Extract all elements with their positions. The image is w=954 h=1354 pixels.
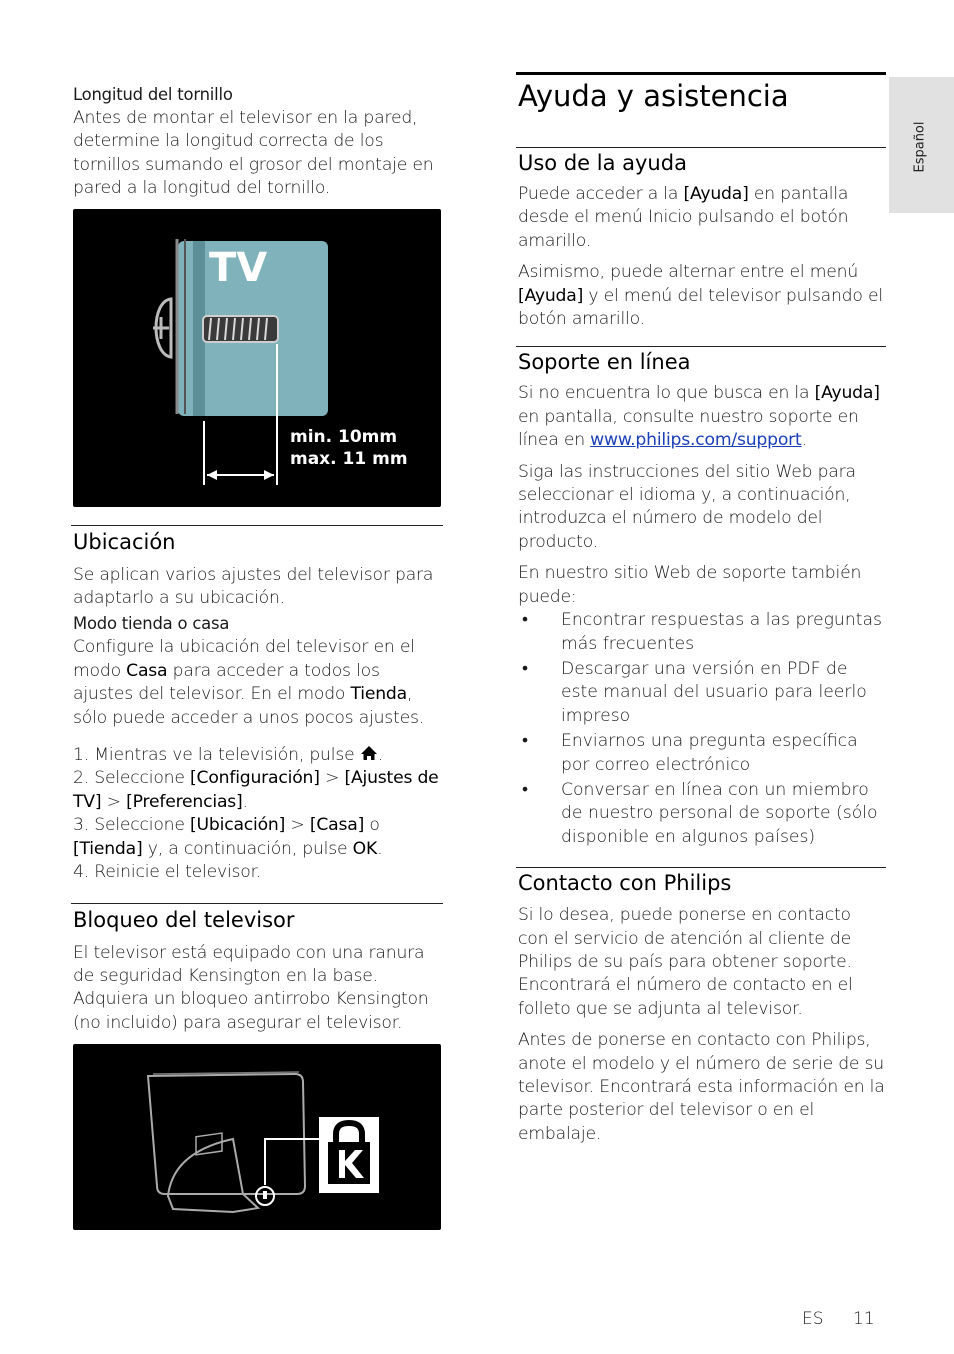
list-item: • Conversar en línea con un miembro de nuestro personal de soporte (sólo disponible en algunos países) [522, 779, 878, 847]
contact-heading: Contacto con Philips [518, 871, 732, 896]
page-number: 11 [853, 1309, 875, 1329]
footer-language: ES [802, 1309, 824, 1329]
list-item: • Descargar una versión en PDF de este manual del usuario para leerlo impreso [522, 658, 867, 726]
contact-text-1: Si lo desea, puede ponerse en contacto con el servicio de atención al cliente de Philips de su país para obtener soporte. Encontrará el número de contacto en el folleto que se adjunta al televisor. [518, 905, 853, 1019]
screw-length-text: Antes de montar el televisor en la pared, determine la longitud correcta de los tornillos sumando el grosor del montaje en pared a la longitud del tornillo. [73, 108, 434, 199]
tv-label: TV [209, 244, 268, 291]
page-title: Ayuda y asistencia [518, 79, 789, 113]
step-2: 2. Seleccione [Configuración] > [Ajustes de TV] > [Preferencias]. [73, 768, 439, 812]
tv-stand-outline [168, 1139, 258, 1212]
section-divider [516, 147, 886, 148]
store-home-text: Configure la ubicación del televisor en el modo Casa para acceder a todos los ajustes del televisor. En el modo Tienda, sólo puede acceder a unos pocos ajustes. [73, 637, 424, 728]
section-divider [71, 525, 443, 526]
language-tab-label: Español [912, 121, 928, 173]
section-divider [516, 346, 886, 347]
screw-length-heading: Longitud del tornillo [73, 85, 233, 104]
step-4: 4. Reinicie el televisor. [73, 862, 262, 883]
language-tab [889, 77, 954, 213]
screw-diagram [73, 209, 441, 507]
support-link[interactable]: www.philips.com/support [590, 430, 802, 451]
step-3: 3. Seleccione [Ubicación] > [Casa] o [Tienda] y, a continuación, pulse OK. [73, 815, 383, 859]
list-item: • Encontrar respuestas a las preguntas más frecuentes [522, 610, 882, 654]
pointer-line [265, 1139, 319, 1185]
left-column [73, 84, 443, 1230]
online-support-text-3: En nuestro sitio Web de soporte también puede: [518, 563, 862, 607]
max-length-label: max. 11 mm [290, 448, 408, 469]
screw-figure [73, 209, 441, 507]
right-column [516, 72, 886, 1146]
help-text-2: Asimismo, puede alternar entre el menú [Ayuda] y el menú del televisor pulsando el botón amarillo. [518, 262, 883, 330]
location-heading: Ubicación [73, 529, 176, 554]
title-rule [516, 72, 886, 75]
location-intro: Se aplican varios ajustes del televisor para adaptarlo a su ubicación. [73, 564, 434, 609]
online-support-text-1: Si no encuentra lo que busca en la [Ayuda] en pantalla, consulte nuestro soporte en línea en www.philips.com/support. [518, 383, 880, 451]
lock-text: El televisor está equipado con una ranura de seguridad Kensington en la base. Adquiera un bloqueo antirrobo Kensington (no incluido) para asegurar el televisor. [73, 942, 429, 1033]
contact-text-2: Antes de ponerse en contacto con Philips, anote el modelo y el número de serie de su televisor. Encontrará esta información en la parte posterior del televisor o en el embalaje. [518, 1030, 885, 1144]
tv-back-outline [148, 1074, 305, 1194]
help-heading: Uso de la ayuda [518, 151, 687, 175]
list-item: • Enviarnos una pregunta específica por correo electrónico [522, 731, 858, 775]
section-divider [516, 867, 886, 868]
step-1: 1. Mientras ve la televisión, pulse . [73, 745, 383, 766]
store-home-subheading: Modo tienda o casa [73, 614, 230, 634]
online-support-text-2: Siga las instrucciones del sitio Web para seleccionar el idioma y, a continuación, introduzca el número de modelo del producto. [518, 461, 856, 552]
lock-heading: Bloqueo del televisor [73, 907, 295, 932]
home-icon [360, 745, 378, 761]
online-support-heading: Soporte en línea [518, 350, 691, 375]
support-options-list [518, 609, 886, 849]
kensington-figure [73, 1044, 441, 1230]
help-text-1: Puede acceder a la [Ayuda] en pantalla desde el menú Inicio pulsando el botón amarillo. [518, 184, 849, 251]
min-length-label: min. 10mm [290, 426, 398, 447]
section-divider [71, 903, 443, 904]
kensington-diagram [73, 1044, 441, 1230]
